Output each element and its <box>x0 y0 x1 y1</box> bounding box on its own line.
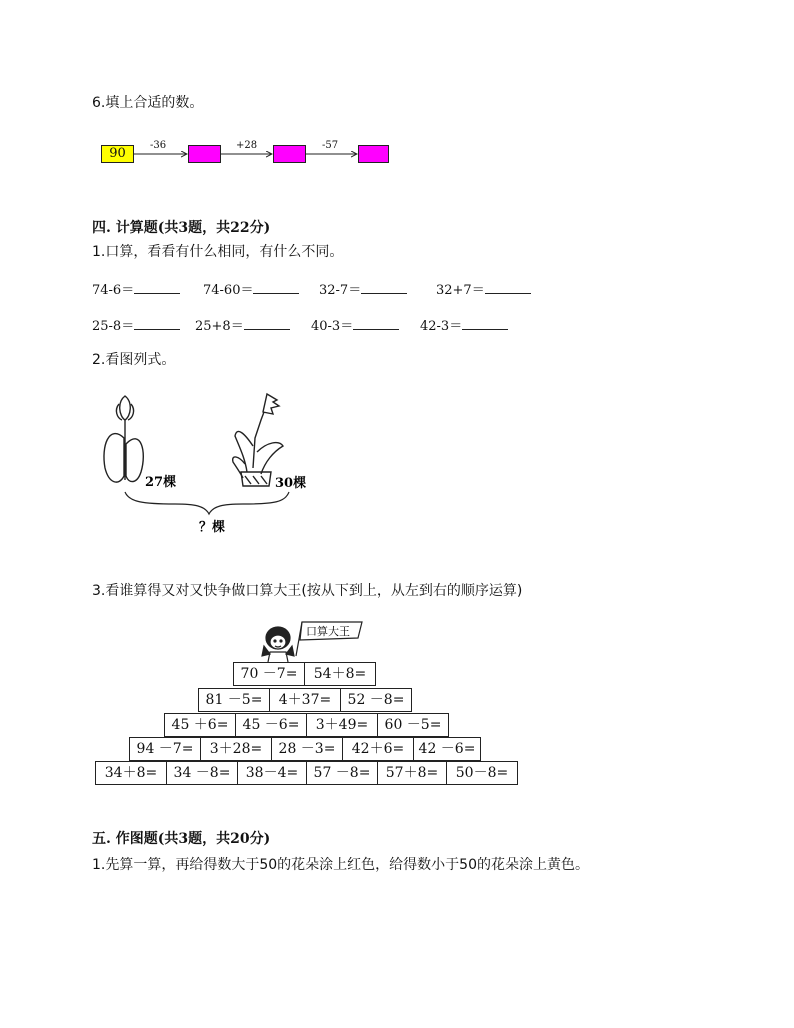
chain-start-value: 90 <box>109 146 126 161</box>
expr-text: 42-3＝ <box>420 319 463 334</box>
pyramid-cell[interactable]: 34 －8= <box>166 761 238 785</box>
pyramid-cell[interactable]: 3＋28= <box>200 737 272 761</box>
flag-text: 口算大王 <box>306 625 350 638</box>
pyramid-cell[interactable]: 57 －8= <box>306 761 378 785</box>
right-flower-count: 30棵 <box>275 476 307 491</box>
pyramid-cell[interactable]: 42 －6= <box>413 737 481 761</box>
section-4-q2-title: 2.看图列式。 <box>92 352 176 368</box>
pyramid-cell[interactable]: 34＋8= <box>95 761 167 785</box>
pyramid-cell[interactable]: 28 －3= <box>271 737 343 761</box>
pyramid-cell[interactable]: 57＋8= <box>377 761 447 785</box>
answer-blank[interactable] <box>353 317 399 330</box>
pyramid-cell[interactable]: 45 ＋6= <box>164 713 236 737</box>
chain-arrows <box>0 0 794 200</box>
oral-calc-8 <box>420 315 508 334</box>
chain-op-3: -57 <box>322 140 339 151</box>
total-brace <box>125 492 289 514</box>
oral-calc-2 <box>203 279 299 298</box>
oral-calc-4 <box>436 279 531 298</box>
pyramid-cell[interactable]: 52 －8= <box>340 688 412 712</box>
pyramid-cell[interactable]: 3＋49= <box>306 713 378 737</box>
answer-blank[interactable] <box>134 317 180 330</box>
pyramid-cell[interactable]: 4＋37= <box>269 688 341 712</box>
oral-calc-6 <box>195 315 290 334</box>
oral-calc-5 <box>92 315 180 334</box>
section-5-title: 五. 作图题(共3题，共20分) <box>92 831 271 847</box>
pyramid-cell[interactable]: 42＋6= <box>342 737 414 761</box>
left-flower-count: 27棵 <box>145 475 177 490</box>
section-4-title: 四. 计算题(共3题，共22分) <box>92 220 271 236</box>
oral-calc-7 <box>311 315 399 334</box>
answer-blank[interactable] <box>244 317 290 330</box>
answer-blank[interactable] <box>134 281 180 294</box>
pyramid-cell[interactable]: 94 －7= <box>129 737 201 761</box>
total-count-label: ？棵 <box>199 520 226 535</box>
pyramid-cell[interactable]: 38－4= <box>237 761 307 785</box>
expr-text: 74-60＝ <box>203 283 254 298</box>
girl-with-flag <box>258 618 368 662</box>
chain-op-1: -36 <box>150 140 167 151</box>
section-4-q3-title: 3.看谁算得又对又快争做口算大王(按从下到上，从左到右的顺序运算) <box>92 583 523 599</box>
expr-text: 32-7＝ <box>319 283 362 298</box>
answer-blank[interactable] <box>253 281 299 294</box>
expr-text: 25-8＝ <box>92 319 135 334</box>
expr-text: 74-6＝ <box>92 283 135 298</box>
answer-blank[interactable] <box>361 281 407 294</box>
flower-picture <box>95 388 325 543</box>
pyramid-cell[interactable]: 50－8= <box>446 761 518 785</box>
pyramid-cell[interactable]: 70 －7= <box>233 662 305 686</box>
section-4-q1-title: 1.口算，看看有什么相同，有什么不同。 <box>92 244 344 260</box>
tulip-icon <box>104 396 143 482</box>
answer-blank[interactable] <box>462 317 508 330</box>
expr-text: 25+8＝ <box>195 319 244 334</box>
girl-icon <box>262 627 294 662</box>
oral-calc-1 <box>92 279 180 298</box>
answer-blank[interactable] <box>485 281 531 294</box>
pyramid-cell[interactable]: 54＋8= <box>304 662 376 686</box>
expr-text: 32+7＝ <box>436 283 485 298</box>
section-5-q1-title: 1.先算一算，再给得数大于50的花朵涂上红色，给得数小于50的花朵涂上黄色。 <box>92 857 589 873</box>
oral-calc-3 <box>319 279 407 298</box>
pyramid-cell[interactable]: 81 －5= <box>198 688 270 712</box>
pyramid-cell[interactable]: 45 －6= <box>235 713 307 737</box>
pyramid-cell[interactable]: 60 －5= <box>377 713 449 737</box>
chain-op-2: +28 <box>236 140 258 151</box>
question-6-title: 6.填上合适的数。 <box>92 95 204 111</box>
expr-text: 40-3＝ <box>311 319 354 334</box>
potted-flower-icon <box>233 394 283 486</box>
